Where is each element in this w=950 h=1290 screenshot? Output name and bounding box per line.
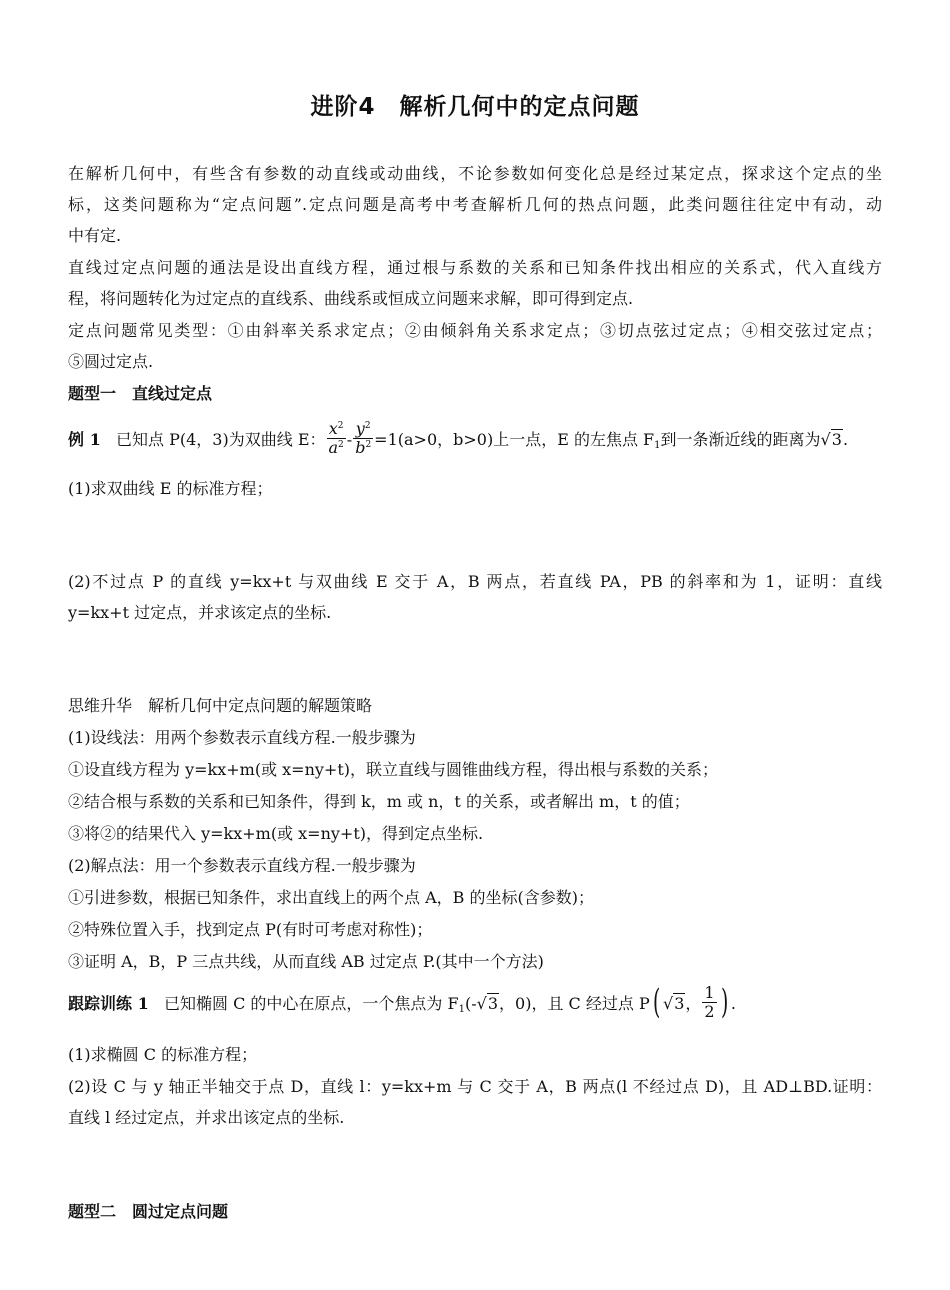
example-1-pre: 已知点 xyxy=(115,430,164,449)
intro-paragraph-3-line-1: 定点问题常见类型：①由斜率关系求定点；②由倾斜角关系求定点；③切点弦过定点；④相交弦过定点； xyxy=(68,321,882,340)
training-1-label: 跟踪训练 1 xyxy=(68,994,149,1013)
section-heading-2: 题型二 圆过定点问题 xyxy=(68,1202,229,1221)
strategy-method-1-step-3: ③将②的结果代入 y=kx+m(或 x=ny+t)，得到定点坐标. xyxy=(68,824,484,843)
sqrt-3-point: √3 xyxy=(662,994,685,1013)
subscript-1: 1 xyxy=(654,440,661,451)
fraction-x2-a2: $\frac{x^2}{a^2}$ xyxy=(328,419,344,457)
training-1-question-2-line-2: 直线 l 经过定点，并求出该定点的坐标. xyxy=(68,1108,345,1127)
example-1-condition: =1(a>0，b>0)上一点，E 的左焦点 F xyxy=(374,430,655,449)
training-1-statement: 跟踪训练 1 已知椭圆 C 的中心在原点，一个焦点为 $F_1(-√3$，0)，且 C 经过点 P( √3， $\frac{1}{2}$ ) . xyxy=(68,984,736,1024)
sqrt-3: √3 xyxy=(820,430,842,449)
left-paren: ( xyxy=(652,981,660,1022)
example-1-curve: E： xyxy=(297,430,326,449)
example-1-label: 例 1 xyxy=(68,430,101,449)
fraction-y2-b2: $\frac{y^2}{b^2}$ xyxy=(355,419,372,457)
strategy-method-2: (2)解点法：用一个参数表示直线方程.一般步骤为 xyxy=(68,856,416,875)
strategy-method-1-step-1: ①设直线方程为 y=kx+m(或 x=ny+t)，联立直线与圆锥曲线方程，得出根与系数的关系； xyxy=(68,760,719,779)
intro-paragraph-1-line-1: 在解析几何中，有些含有参数的动直线或动曲线，不论参数如何变化总是经过某定点，探求这个定点的坐 xyxy=(68,164,882,183)
training-1-question-1: (1)求椭圆 C 的标准方程； xyxy=(68,1045,258,1064)
strategy-method-2-step-2: ②特殊位置入手，找到定点 P(有时可考虑对称性)； xyxy=(68,920,433,939)
section-heading-1: 题型一 直线过定点 xyxy=(68,384,213,403)
strategy-method-1-step-2: ②结合根与系数的关系和已知条件，得到 k，m 或 n，t 的关系，或者解出 m，t 的值； xyxy=(68,792,690,811)
strategy-method-1: (1)设线法：用两个参数表示直线方程.一般步骤为 xyxy=(68,728,416,747)
example-1-question-1: (1)求双曲线 E 的标准方程； xyxy=(68,479,273,498)
intro-paragraph-1-line-3: 中有定. xyxy=(68,226,122,245)
sqrt-3: √3 xyxy=(476,994,499,1013)
example-1-question-2-line-1: (2)不过点 P 的直线 y=kx+t 与双曲线 E 交于 A，B 两点，若直线 PA，PB 的斜率和为 1，证明：直线 xyxy=(68,572,882,591)
intro-paragraph-2-line-1: 直线过定点问题的通法是设出直线方程，通过根与系数的关系和已知条件找出相应的关系式，代入直线方 xyxy=(68,258,882,277)
subscript-1: 1 xyxy=(458,1004,465,1015)
intro-paragraph-3-line-2: ⑤圆过定点. xyxy=(68,352,154,371)
fraction-one-half: $\frac{1}{2}$ xyxy=(704,983,715,1021)
right-paren: ) xyxy=(720,981,728,1022)
example-1-point: P(4，3)为双曲线 xyxy=(169,430,293,449)
example-1-question-2-line-2: y=kx+t 过定点，并求该定点的坐标. xyxy=(68,603,332,622)
strategy-method-2-step-1: ①引进参数，根据已知条件，求出直线上的两个点 A，B 的坐标(含参数)； xyxy=(68,888,594,907)
minus-sign: - xyxy=(346,430,353,449)
intro-paragraph-2-line-2: 程，将问题转化为过定点的直线系、曲线系或恒成立问题来求解，即可得到定点. xyxy=(68,289,634,308)
example-1-statement: 例 1 已知点 P(4，3)为双曲线 E： $\frac{x^2}{a^2}$ - $\frac{y^2}{b^2}$ =1(a>0，b>0)上一点，E 的左焦点 $F_1$到一条渐近线的距离为√3. xyxy=(68,420,848,460)
example-1-tail: 到一条渐近线的距离为 xyxy=(660,430,821,449)
page-title: 进阶4 解析几何中的定点问题 xyxy=(310,94,640,120)
training-1-question-2-line-1: (2)设 C 与 y 轴正半轴交于点 D，直线 l：y=kx+m 与 C 交于 A，B 两点(l 不经过点 D)，且 AD⊥BD.证明： xyxy=(68,1077,882,1096)
strategy-heading: 思维升华 解析几何中定点问题的解题策略 xyxy=(68,696,373,715)
strategy-method-2-step-3: ③证明 A，B，P 三点共线，从而直线 AB 过定点 P.(其中一个方法) xyxy=(68,952,544,971)
intro-paragraph-1-line-2: 标，这类问题称为“定点问题”.定点问题是高考中考查解析几何的热点问题，此类问题往往定中有动，动 xyxy=(68,195,882,214)
